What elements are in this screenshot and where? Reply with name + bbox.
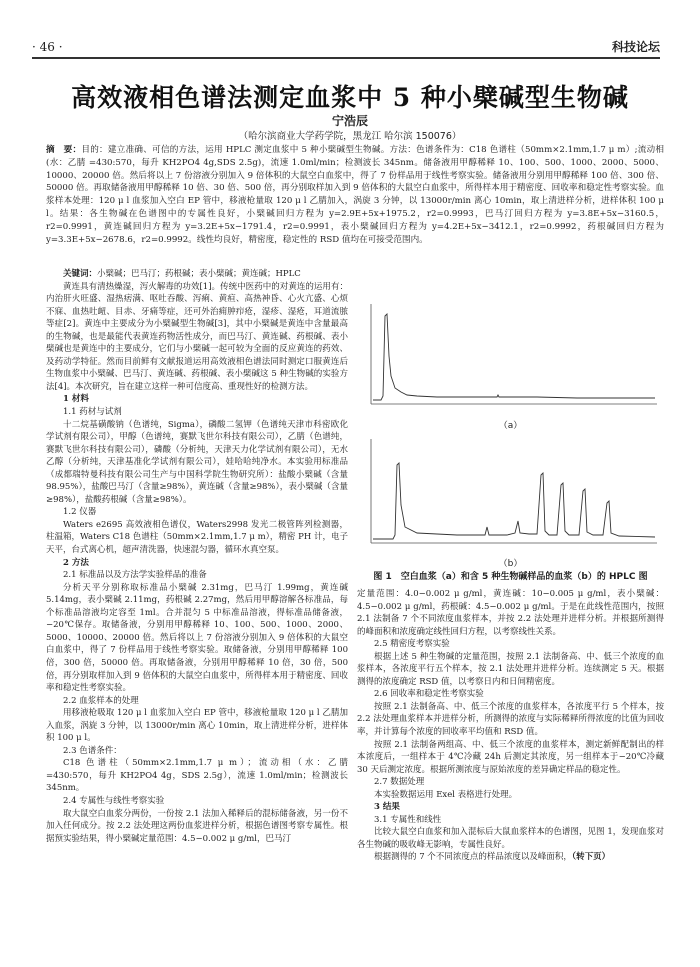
trace-b bbox=[373, 463, 655, 539]
subsection-heading: 3.1 专属性和线性 bbox=[374, 814, 442, 825]
subsection-heading: 2.6 回收率和稳定性考察实验 bbox=[374, 689, 484, 700]
paragraph: 本实验数据运用 Exel 表格进行处理。 bbox=[374, 789, 518, 800]
keywords: 关键词：小檗碱；巴马汀；药根碱；表小檗碱；黄连碱；HPLC bbox=[63, 269, 301, 279]
page-number: · 46 · bbox=[32, 40, 63, 54]
article-title: 高效液相色谱法测定血浆中 5 种小檗碱型生物碱 bbox=[71, 83, 629, 112]
abstract-text: 目的：建立准确、可信的方法，运用 HPLC 测定血浆中 5 种小檗碱型生物碱。方法：色谱条件为：C18 色谱柱（50mm×2.1mm,1.7 μ m）;流动相(水：乙腈 =430:570，每升 KH2PO4 4g,SDS 2.5g)，流速 1.0ml/min；检测波长 345nm。储备液用甲醇稀释 10、100、500、1000、2000、5000、10000、20000 倍。然后将以上 7 份溶液分别加入 9 倍体积的大鼠空白血浆中，得了 7 份样品用于线性考察实验。储备液用分别用甲醇稀释 100 倍、300 倍、50000 倍。再取储备液用甲醇稀释 10 倍、30 倍、500 倍，再分别取样加入到 9 倍体积的大鼠空白血浆中，所得样本用于精密度、回收率和稳定性考察实验。血浆样本处理：120 μ l 血浆加入空白 EP 管中，移液枪量取 120 μ l 乙腈加入，涡旋 3 分钟，以 13000r/min 离心 10min，取上清进样分析，进样体积 100 μ l。结果：各生物碱在色谱图中的专属性良好，小檗碱回归方程为 y=2.9E+5x+1975.2，r2=0.9993，巴马汀回归方程为 y=3.8E+5x−3160.5，r2=0.9991，黄连碱回归方程为 y=3.2E+5x−1791.4，r2=0.9991，表小檗碱回归方程为 y=4.2E+5x−3412.1，r2=0.9992，药根碱回归方程为 y=3.3E+5x−2678.6，r2=0.9992。线性均良好，精密度，稳定性的 RSD 值均在可接受范围内。 bbox=[46, 145, 664, 245]
header-rule bbox=[32, 57, 660, 59]
trace-a bbox=[373, 314, 655, 400]
section-heading: 1 材料 bbox=[63, 394, 89, 405]
paragraph: 按照 2.1 法制备两组高、中、低三个浓度的血浆样本，测定新鲜配制出的样本浓度后，一组样本于 4℃冷藏 24h 后测定其浓度，另一组样本于−20℃冷藏 30 天后测定浓度。根据所测浓度与原始浓度的差异确定样品的稳定性。 bbox=[357, 739, 664, 775]
subsection-heading: 2.7 数据处理 bbox=[374, 777, 425, 788]
abstract-label: 摘 要： bbox=[46, 145, 82, 155]
section-heading: 3 结果 bbox=[374, 802, 400, 813]
figure-caption: 图 1 空白血浆（a）和含 5 种生物碱样品的血浆（b）的 HPLC 图 bbox=[373, 572, 648, 582]
left-column bbox=[46, 268, 348, 845]
affiliation: （哈尔滨商业大学药学院，黑龙江 哈尔滨 150076） bbox=[238, 131, 462, 142]
subsection-heading: 2.4 专属性与线性考察实验 bbox=[63, 795, 165, 806]
chromatogram-b bbox=[357, 435, 664, 553]
subsection-heading: 2.2 血浆样本的处理 bbox=[63, 695, 139, 706]
paragraph: 用移液枪吸取 120 μ l 血浆加入空白 EP 管中，移液枪量取 120 μ l 乙腈加入血浆，涡旋 3 分钟，以 13000r/min 离心 10min，取上清进样分析，进样体积 100 μ l。 bbox=[46, 708, 348, 744]
paragraph: 比较大鼠空白血浆和加入混标后大鼠血浆样本的色谱图，见图 1，发现血浆对各生物碱的吸收峰无影响，专属性良好。 bbox=[357, 827, 664, 850]
subsection-heading: 2.1 标准品以及方法学实验样品的准备 bbox=[63, 570, 207, 581]
paragraph: 十二烷基磺酸钠（色谱纯，Sigma），磷酸二氢钾（色谱纯天津市科密欧化学试剂有限公司），甲醇（色谱纯，赛默飞世尔科技有限公司），乙腈（色谱纯，赛默飞世尔科技有限公司），磷酸（分析纯，天津天力化学试剂有限公司），无水乙醇（分析纯，天津基准化学试剂有限公司），娃哈哈纯净水。本实验用标准品（成都瑞特曼科技有限公司生产与中国科学院生物研究所）：盐酸小檗碱（含量 98.95%），盐酸巴马汀（含量≥98%），黄连碱（含量≥98%），表小檗碱（含量≥98%），盐酸药根碱（含量≥98%）。 bbox=[46, 419, 348, 505]
section-heading: 2 方法 bbox=[63, 557, 89, 568]
paragraph: Waters e2695 高效液相色谱仪，Waters2998 发光二极管阵列检测器，柱温箱，Waters C18 色谱柱（50mm×2.1mm,1.7 μ m），精密 PH 计，电子天平，台式离心机，超声清洗器，快速混匀器，循环水真空泵。 bbox=[46, 519, 348, 556]
subsection-heading: 1.1 药材与试剂 bbox=[63, 407, 122, 418]
chromatogram-a bbox=[357, 296, 664, 416]
paragraph: 按照 2.1 法制备高、中、低三个浓度的血浆样本，各浓度平行 5 个样本，按 2.2 法处理血浆样本并进样分析，所测得的浓度与实际稀释所得浓度的比值为回收率，并计算每个浓度的回收率平均值和 RSD 值。 bbox=[357, 701, 664, 738]
right-column bbox=[357, 588, 664, 864]
author: 宁浩辰 bbox=[331, 114, 368, 128]
subsection-heading: 2.5 精密度考察实验 bbox=[374, 639, 450, 650]
continued-note: （转下页） bbox=[571, 852, 611, 863]
journal-section: 科技论坛 bbox=[611, 40, 660, 54]
paragraph: 分析天平分别称取标准品小檗碱 2.31mg，巴马汀 1.99mg，黄连碱 5.14mg，表小檗碱 2.11mg，药根碱 2.27mg，然后用甲醇溶解各标准品，每个标准品溶液均定容至 1ml。合并混匀 5 中标准品溶液，得标准品储备液，−20℃保存。取储备液，分别用甲醇稀释 10、100、500、1000、2000、5000、10000、20000 倍。然后将以上 7 份溶液分别加入 9 倍体积的大鼠空白血浆中，得了 7 份样品用于线性考察实验。取储备液，分别用甲醇稀释 100 倍，300 倍，50000 倍。再取储备液，分别用甲醇稀释 10 倍，30 倍，500 倍，再分别取样加入到 9 倍体积的大鼠空白血浆中，所得样本用于精密度、回收率和稳定性考察实验。 bbox=[46, 582, 348, 694]
figure-label-b: （b） bbox=[498, 559, 523, 569]
subsection-heading: 1.2 仪器 bbox=[63, 507, 97, 518]
paragraph: 根据上述 5 种生物碱的定量范围，按照 2.1 法制备高、中、低三个浓度的血浆样本，各浓度平行五个样本，按 2.1 法处理并进样分析。连续测定 5 天。根据测得的浓度确定 RSD 值，以考察日内和日间精密度。 bbox=[357, 651, 664, 687]
abstract bbox=[46, 144, 664, 246]
paragraph: 根据测得的 7 个不同浓度点的样品浓度以及峰面积，（转下页） bbox=[374, 852, 611, 863]
paragraph: C18 色谱柱（50mm×2.1mm,1.7 μ m）；流动相（水：乙腈 =430:570，每升 KH2PO4 4g，SDS 2.5g），流速 1.0ml/min；检测波长 345nm。 bbox=[46, 758, 348, 794]
subsection-heading: 2.3 色谱条件： bbox=[63, 745, 122, 756]
paragraph: 定量范围：4.0−0.002 μ g/ml，黄连碱：10−0.005 μ g/ml，表小檗碱：4.5−0.002 μ g/ml，药根碱：4.5−0.002 μ g/ml。于是在此线性范围内，按照 2.1 法制备 7 个不同浓度血浆样本，并按 2.2 法处理并进样分析。并根据所测得的峰面积和浓度确定线性回归方程，以考察线性关系。 bbox=[357, 589, 664, 637]
figure-label-a: （a） bbox=[498, 421, 523, 431]
intro-paragraph: 黄连具有清热燥湿，泻火解毒的功效[1]。传统中医药中的对黄连的运用有：内治肝火旺盛、湿热痞满、呕吐吞酸、泻痢、黄疸、高热神昏、心火亢盛、心烦不寐、血热吐衄、目赤、牙痛等症，还可外治痈肿疖疮，湿疹、湿疮，耳道流脓等症[2]。黄连中主要成分为小檗碱型生物碱[3]，其中小檗碱是黄连中含量最高的生物碱，也是最能代表黄连药物活性成分，而巴马汀、黄连碱、药根碱、表小檗碱也是黄连中的主要成分，它们与小檗碱一起可较为全面的反应黄连的药效、及药动学特征。然而目前鲜有文献报道运用高效液相色谱法同时测定口服黄连后生物血浆中小檗碱、巴马汀、黄连碱、药根碱、表小檗碱这 5 种生物碱的实验方法[4]。本次研究，旨在建立这样一种可信度高、重现性好的检测方法。 bbox=[46, 281, 348, 392]
paragraph: 取大鼠空白血浆分两份，一份按 2.1 法加入稀释后的混标储备液，另一份不加入任何成分。按 2.2 法处理这两份血浆进样分析，根据色谱图考察专属性。根据预实验结果，得小檗碱定量范围：4.5−0.002 μ g/ml，巴马汀 bbox=[46, 808, 348, 844]
